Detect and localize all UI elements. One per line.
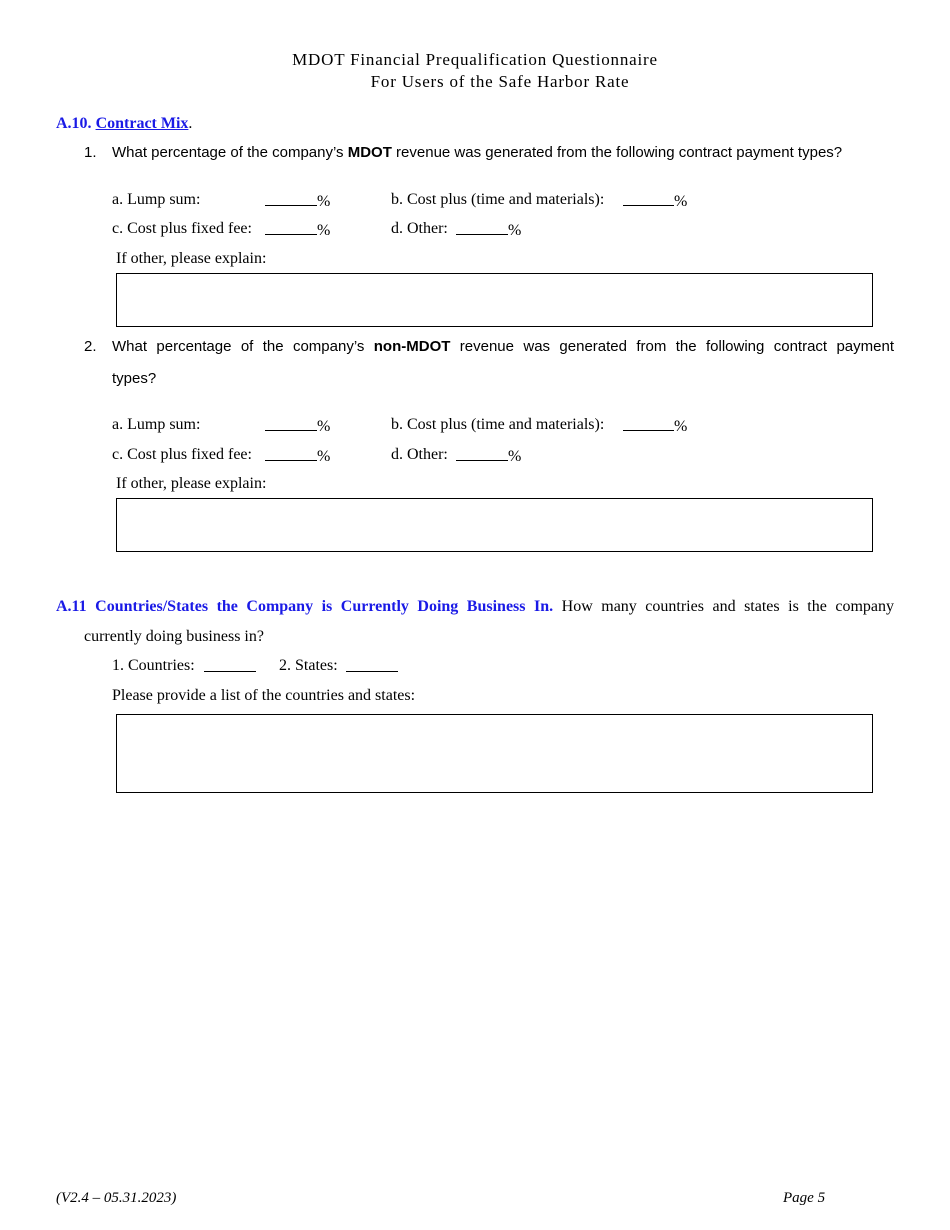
footer-page-number: Page 5 [783,1190,826,1206]
q2-option-c-pct: % [317,448,331,465]
q2-option-c-label: c. Cost plus fixed fee: [112,446,252,463]
section-a10-title-link[interactable]: Contract Mix [95,115,189,132]
section-a11-period: . [549,598,554,615]
q1-option-d-label: d. Other: [391,220,448,237]
q1-explain-label: If other, please explain: [116,250,267,267]
q2-option-d-field[interactable] [456,446,521,466]
q2-option-b-label: b. Cost plus (time and materials): [391,416,605,433]
q1-option-b-label: b. Cost plus (time and materials): [391,191,605,208]
question-1-text-pre: What percentage of the company’s [112,144,348,161]
states-label: 2. States: [279,657,338,674]
q1-explain-textbox[interactable] [116,273,873,327]
question-2-number: 2. [84,338,97,355]
countries-field[interactable] [204,657,256,677]
q1-option-a-pct: % [317,193,331,210]
q2-option-d-label: d. Other: [391,446,448,463]
question-2-text-bold: non-MDOT [373,338,451,355]
q2-option-b-field[interactable] [623,416,687,436]
q1-option-d-field[interactable] [456,220,521,240]
q1-option-d-pct: % [508,222,522,239]
section-a10-period: . [188,115,193,132]
question-1-text-bold: MDOT [347,144,392,161]
q2-option-c-field[interactable] [265,446,330,466]
countries-list-prompt: Please provide a list of the countries and states: [112,687,416,704]
section-a10-number: A.10. [56,115,92,132]
page-title: MDOT Financial Prequalification Questionnaire [292,50,658,69]
question-2-text-post: revenue was generated from the following contract payment [450,338,894,355]
q1-option-a-field[interactable] [265,191,330,211]
q2-option-b-pct: % [674,418,688,435]
section-a10-heading [56,115,192,133]
q1-option-a-label: a. Lump sum: [112,191,201,208]
countries-label: 1. Countries: [112,657,195,674]
q2-option-d-pct: % [508,448,522,465]
section-a11-title-link[interactable]: A.11 Countries/States the Company is Currently Doing Business In [56,598,550,615]
question-2-text [112,338,894,355]
q2-explain-label: If other, please explain: [116,475,267,492]
footer-version: (V2.4 – 05.31.2023) [56,1190,177,1206]
question-1-text-post: revenue was generated from the following contract payment types? [391,144,843,161]
question-1-text [112,144,842,161]
q2-option-a-field[interactable] [265,416,330,436]
question-1-number: 1. [84,144,97,161]
q1-option-b-field[interactable] [623,191,687,211]
q2-option-a-label: a. Lump sum: [112,416,201,433]
q2-explain-textbox[interactable] [116,498,873,552]
q1-option-c-pct: % [317,222,331,239]
question-2-text-line2: types? [112,370,157,387]
q1-option-b-pct: % [674,193,688,210]
page-subtitle: For Users of the Safe Harbor Rate [370,72,630,91]
states-field[interactable] [346,657,398,677]
countries-list-textbox[interactable] [116,714,873,793]
q1-option-c-field[interactable] [265,220,330,240]
section-a11-heading [56,598,894,616]
section-a11-question: How many countries and states is the company [553,598,894,615]
section-a11-question-line2: currently doing business in? [84,628,264,645]
q2-option-a-pct: % [317,418,331,435]
q1-option-c-label: c. Cost plus fixed fee: [112,220,252,237]
question-2-text-pre: What percentage of the company’s [112,338,374,355]
